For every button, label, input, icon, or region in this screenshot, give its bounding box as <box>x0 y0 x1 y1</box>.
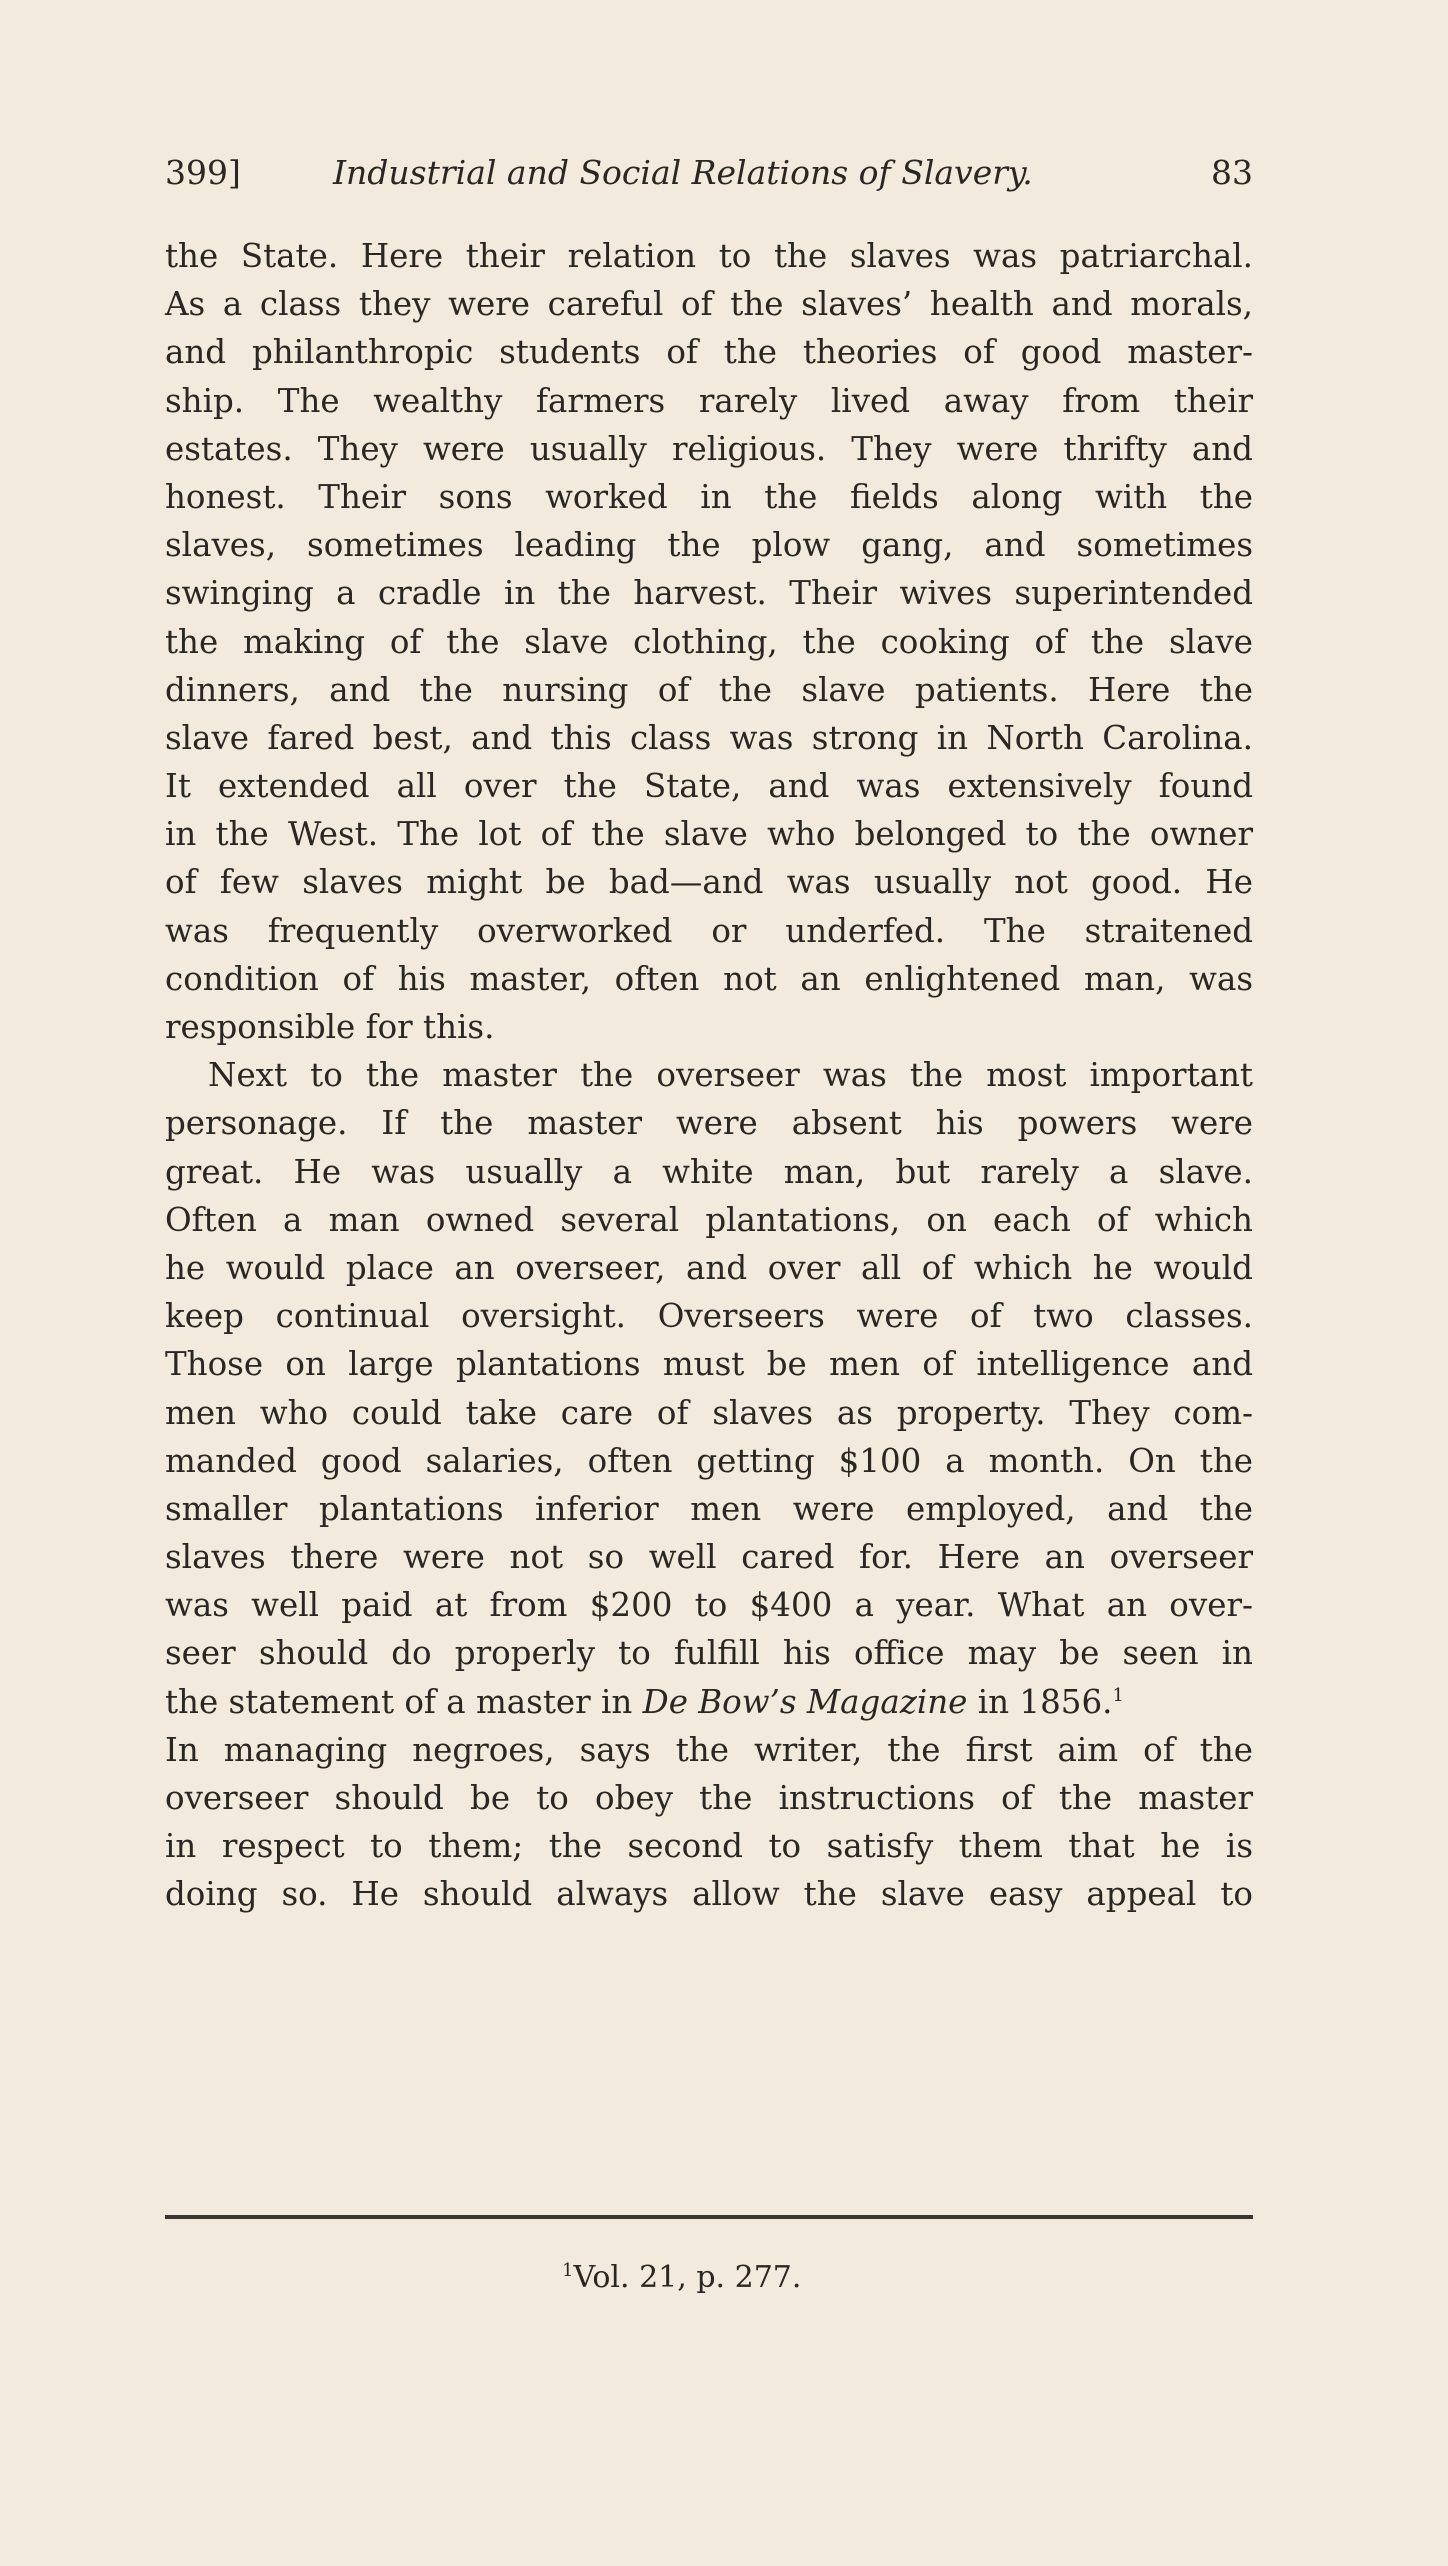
text-line: seer should do properly to fulfill his office may be seen in <box>165 1634 1253 1673</box>
footnote-marker: 1 <box>1112 1684 1124 1706</box>
footnote-divider <box>165 2215 1253 2219</box>
text-line: the making of the slave clothing, the cooking of the slave <box>165 622 1253 661</box>
text-line: slaves, sometimes leading the plow gang, and sometimes <box>165 526 1253 565</box>
text-line: overseer should be to obey the instructions of the master <box>165 1779 1253 1817</box>
text-line: was well paid at from $200 to $400 a year. What an over- <box>165 1586 1253 1625</box>
text-line: in the West. The lot of the slave who belonged to the owner <box>165 815 1253 854</box>
footnote <box>562 2258 801 2298</box>
citation-text-before: the statement of a master in <box>165 1682 643 1721</box>
text-line: Next to the master the overseer was the most important <box>208 1056 1253 1095</box>
text-line: doing so. He should always allow the slave easy appeal to <box>165 1875 1253 1914</box>
footnote-text: Vol. 21, p. 277. <box>573 2260 802 2295</box>
page-number: 83 <box>1211 153 1253 192</box>
text-line: Those on large plantations must be men of intelligence and <box>165 1345 1253 1384</box>
text-line: dinners, and the nursing of the slave patients. Here the <box>165 670 1253 709</box>
text-line: in respect to them; the second to satisfy them that he is <box>165 1827 1253 1866</box>
citation-text-after: in 1856. <box>967 1682 1113 1721</box>
text-line: estates. They were usually religious. They were thrifty and <box>165 429 1253 468</box>
text-line: slave fared best, and this class was strong in North Carolina. <box>165 718 1253 757</box>
text-line: men who could take care of slaves as property. They com- <box>165 1393 1253 1432</box>
text-line: It extended all over the State, and was extensively found <box>165 767 1253 806</box>
text-line: As a class they were careful of the slaves’ health and morals, <box>165 285 1253 324</box>
text-line: manded good salaries, often getting $100 a month. On the <box>165 1441 1253 1480</box>
text-line: slaves there were not so well cared for. Here an overseer <box>165 1538 1253 1577</box>
text-line: Often a man owned several plantations, on each of which <box>165 1200 1253 1239</box>
text-line: was frequently overworked or underfed. The straitened <box>165 911 1253 950</box>
text-line: condition of his master, often not an enlightened man, was <box>165 959 1253 998</box>
text-line-with-citation <box>165 1678 1253 1726</box>
text-line: In managing negroes, says the writer, the first aim of the <box>165 1730 1253 1769</box>
text-line: honest. Their sons worked in the fields along with the <box>165 477 1253 516</box>
text-line: personage. If the master were absent his powers were <box>165 1104 1253 1143</box>
text-line: of few slaves might be bad—and was usually not good. He <box>165 863 1253 902</box>
chapter-title: Industrial and Social Relations of Slavery. <box>333 153 1033 192</box>
text-line: and philanthropic students of the theories of good master- <box>165 333 1253 372</box>
footnote-mark: 1 <box>562 2260 574 2281</box>
text-line: smaller plantations inferior men were employed, and the <box>165 1489 1253 1528</box>
page-reference: 399] <box>165 153 241 192</box>
text-line: responsible for this. <box>165 1008 495 1046</box>
body-text <box>165 232 1253 1919</box>
text-line: the State. Here their relation to the slaves was patriarchal. <box>165 237 1253 275</box>
text-line: swinging a cradle in the harvest. Their wives superintended <box>165 574 1253 613</box>
text-line: ship. The wealthy farmers rarely lived away from their <box>165 381 1253 420</box>
magazine-title: De Bow’s Magazine <box>642 1682 968 1721</box>
text-line: he would place an overseer, and over all of which he would <box>165 1248 1253 1287</box>
text-line: great. He was usually a white man, but rarely a slave. <box>165 1152 1253 1191</box>
text-line: keep continual oversight. Overseers were of two classes. <box>165 1297 1253 1336</box>
running-head <box>165 152 1253 194</box>
